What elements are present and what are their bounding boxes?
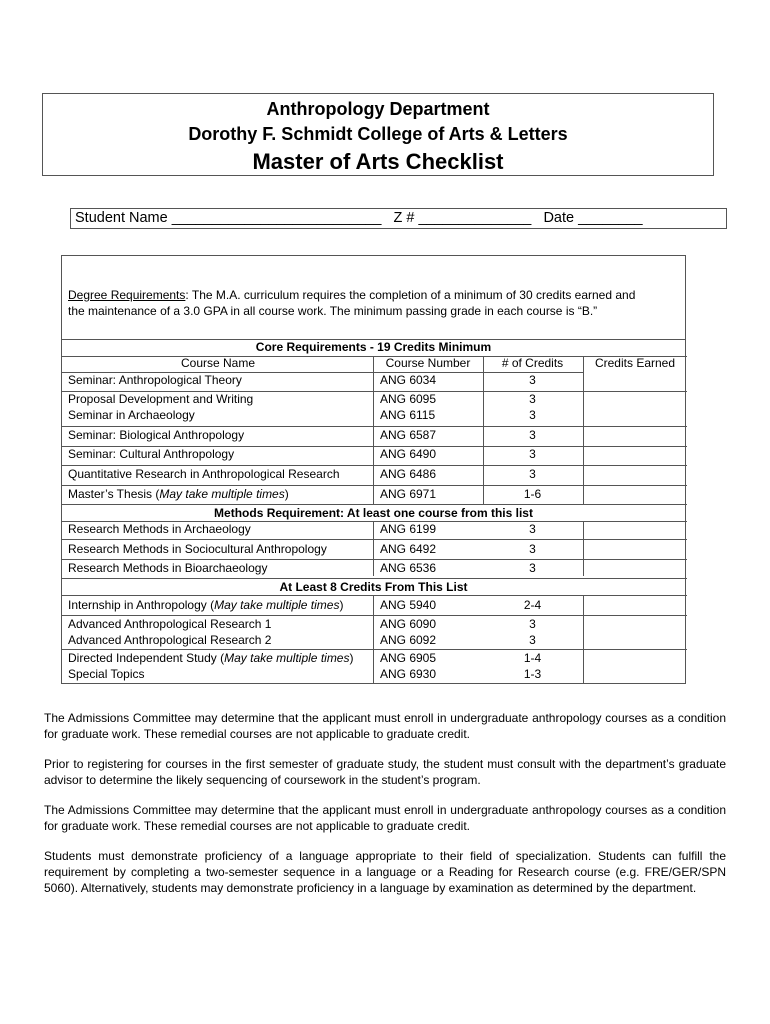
methods-requirement-heading: Methods Requirement: At least one course from this list [214,506,533,520]
header-box [42,93,714,176]
col-divider-credits-core [583,356,584,504]
degree-requirements [68,287,680,319]
course-number: ANG 5940 [380,598,437,612]
course-credits: 1-4 [523,651,542,665]
requirements-box [61,255,686,684]
course-name: Seminar in Archaeology [68,408,195,422]
row-divider [62,426,687,427]
course-credits: 3 [529,633,536,647]
language-requirement-note: Students must demonstrate proficiency of a language appropriate to their field of specialization. Students can fulfill the requirement by completing a two-semester sequence in a language or a Reading for Research course (e.g. FRE/GER/SPN 5060). Alternatively, students may demonstrate proficiency in a language by examination as determined by the department. [44,849,726,895]
course-credits: 3 [529,392,536,406]
course-credits: 3 [529,428,536,442]
course-name: Advanced Anthropological Research 2 [68,633,272,647]
course-name: Directed Independent Study (May take multiple times) [68,651,354,665]
col-divider-name-elective [373,595,374,684]
course-number: ANG 6536 [380,561,437,575]
course-number: ANG 6034 [380,373,437,387]
elective-heading: At Least 8 Credits From This List [279,580,468,594]
row-divider [62,485,687,486]
course-number: ANG 6199 [380,522,437,536]
course-credits: 3 [529,561,536,575]
course-credits: 3 [529,522,536,536]
college-name: Dorothy F. Schmidt College of Arts & Letters [188,124,568,144]
student-info-line[interactable]: Student Name __________________________ Z # ______________ Date ________ [70,208,727,229]
course-number: ANG 6905 [380,651,437,665]
course-number: ANG 6115 [380,408,436,422]
row-divider [62,559,687,560]
admissions-note-repeat: The Admissions Committee may determine that the applicant must enroll in undergraduate anthropology courses as a condition for graduate work. These remedial courses are not applicable to graduate credit. [44,803,726,833]
row-divider [62,595,687,596]
course-number: ANG 6930 [380,667,437,681]
row-divider [62,615,687,616]
course-name: Proposal Development and Writing [68,392,254,406]
course-credits: 3 [529,617,536,631]
col-header-course-name: Course Name [180,356,256,370]
course-name: Seminar: Anthropological Theory [68,373,242,387]
course-number: ANG 6090 [380,617,437,631]
course-name: Quantitative Research in Anthropological Research [68,467,340,481]
degree-requirements-text-1: : The M.A. curriculum requires the completion of a minimum of 30 credits earned and [185,288,636,302]
col-header-course-number: Course Number [385,356,471,370]
course-credits: 3 [529,447,536,461]
department-name: Anthropology Department [266,99,490,119]
course-credits: 2-4 [523,598,542,612]
row-divider [62,465,687,466]
page-title: Master of Arts Checklist [252,149,504,174]
col-divider-credits-elective [583,595,584,684]
course-name: Research Methods in Bioarchaeology [68,561,268,575]
course-number: ANG 6095 [380,392,437,406]
course-number: ANG 6490 [380,447,437,461]
course-number: ANG 6492 [380,542,437,556]
course-number: ANG 6971 [380,487,437,501]
col-header-credits-earned: Credits Earned [594,356,676,370]
course-number: ANG 6486 [380,467,437,481]
course-name: Research Methods in Archaeology [68,522,251,536]
course-credits: 3 [529,408,536,422]
course-name: Internship in Anthropology (May take multiple times) [68,598,344,612]
course-number: ANG 6587 [380,428,437,442]
course-number: ANG 6092 [380,633,437,647]
course-credits: 3 [529,467,536,481]
course-name: Master’s Thesis (May take multiple times) [68,487,289,501]
col-divider-name-methods [373,521,374,576]
course-name: Seminar: Biological Anthropology [68,428,245,442]
course-credits: 3 [529,542,536,556]
course-credits: 1-3 [523,667,542,681]
col-divider-name-core [373,356,374,504]
row-divider [62,649,687,650]
admissions-note: The Admissions Committee may determine that the applicant must enroll in undergraduate anthropology courses as a condition for graduate work. These remedial courses are not applicable to graduate credit. [44,711,726,741]
section-divider [62,504,687,505]
course-credits: 3 [529,373,536,387]
degree-requirements-text-2: the maintenance of a 3.0 GPA in all course work. The minimum passing grade in each course is “B.” [68,304,598,318]
core-requirements-heading: Core Requirements - 19 Credits Minimum [255,340,492,354]
advising-note: Prior to registering for courses in the first semester of graduate study, the student must consult with the department’s graduate advisor to determine the likely sequencing of coursework in the student’s program. [44,757,726,787]
row-divider [62,539,687,540]
course-name: Seminar: Cultural Anthropology [68,447,235,461]
course-name: Research Methods in Sociocultural Anthropology [68,542,327,556]
degree-requirements-label: Degree Requirements [68,288,186,302]
section-divider [62,578,687,579]
course-name: Special Topics [68,667,145,681]
col-divider-credits-methods [583,521,584,576]
course-credits: 1-6 [523,487,542,501]
col-header-credits: # of Credits [501,356,564,370]
course-name: Advanced Anthropological Research 1 [68,617,272,631]
